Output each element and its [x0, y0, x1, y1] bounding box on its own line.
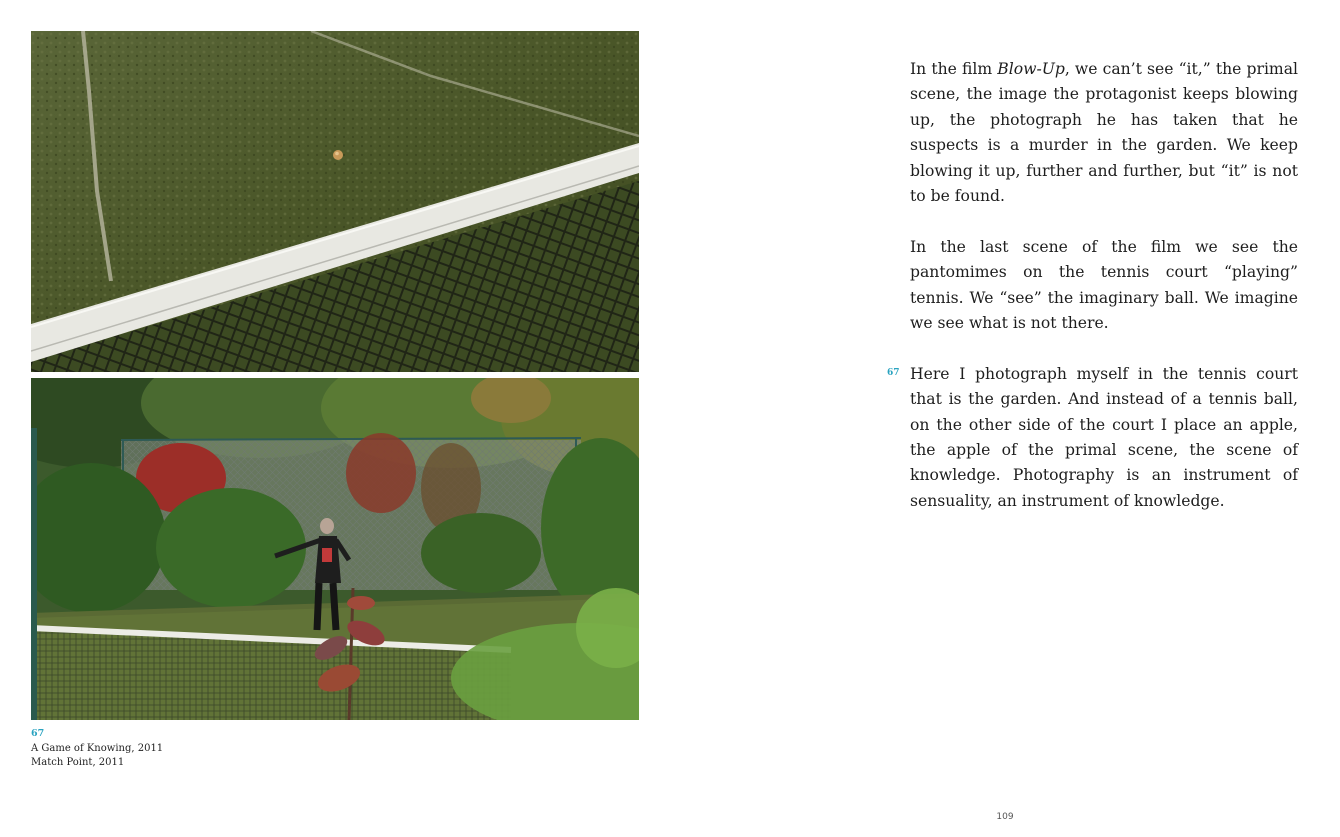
paragraph-2: In the last scene of the film we see the pantomimes on the tennis court “playing” tennis. We “see” the imaginary ball. We imagine we see what is not there.	[910, 237, 1298, 333]
paragraph-1	[910, 57, 1298, 209]
figure-caption	[31, 727, 163, 771]
page-number: 109	[996, 812, 1014, 822]
caption-title-2: Match Point, 2011	[31, 757, 125, 768]
body-text	[887, 57, 1298, 540]
photo-mossy-court-net	[31, 31, 639, 372]
paragraph-3-wrap	[887, 362, 1298, 514]
film-title: Blow-Up	[997, 60, 1065, 78]
figure-number: 67	[31, 728, 45, 739]
paragraph-1-end: , we can’t see “it,” the primal scene, the image the protagonist keeps blowing up, the photograph he has taken that he suspects is a murder in the garden. We keep blowing it up, further and further, but “it” is not to be found.	[910, 60, 1298, 206]
photo-garden-tennis-court	[31, 378, 639, 720]
caption-title-1: A Game of Knowing, 2011	[31, 742, 164, 754]
paragraph-3: Here I photograph myself in the tennis court that is the garden. And instead of a tennis ball, on the other side of the court I place an apple, the apple of the primal scene, the scene of knowledge. Photography is an instrument of sensuality, an instrument of knowledge.	[910, 364, 1298, 510]
figure-reference-marker: 67	[887, 367, 900, 378]
paragraph-1-start: In the film	[910, 60, 998, 78]
